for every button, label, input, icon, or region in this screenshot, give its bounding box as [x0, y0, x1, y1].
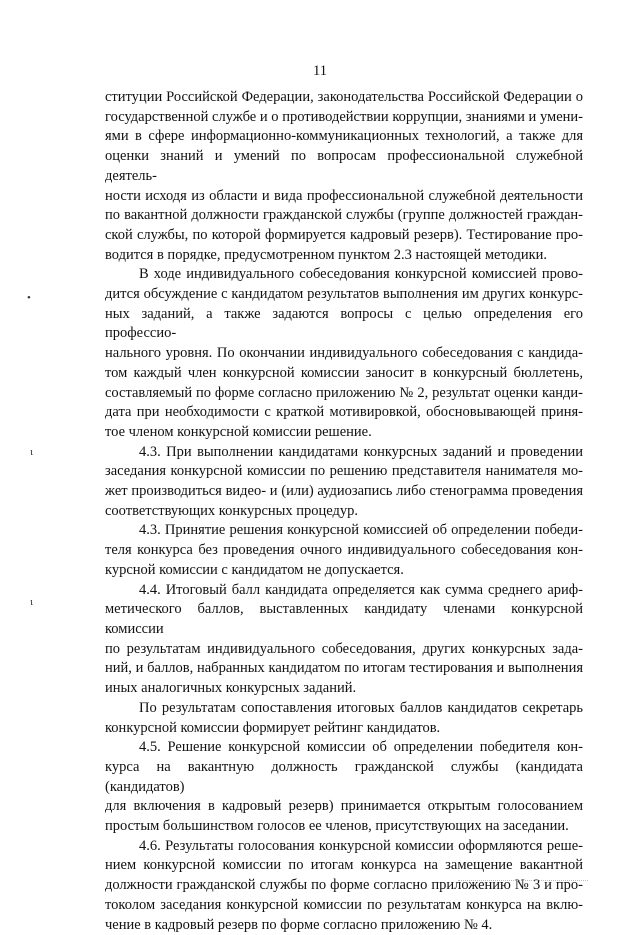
paragraph-line: токолом заседания конкурсной комиссии по результатам конкурса на вклю-: [105, 896, 583, 913]
paragraph-line: нального уровня. По окончании индивидуального собеседования с кандида-: [105, 345, 583, 362]
page-number: 11: [313, 63, 327, 79]
paragraph-line: государственной службе и о противодействии коррупции, знаниями и умени-: [105, 108, 583, 125]
paragraph-line: тое членом конкурсной комиссии решение.: [105, 423, 372, 440]
paragraph-line: дится обсуждение с кандидатом результатов выполнения им других конкурс-: [105, 286, 583, 303]
document-body: [105, 88, 583, 935]
paragraph-line: 4.3. Принятие решения конкурсной комиссией об определении победи-: [139, 522, 583, 539]
paragraph-line: ности исходя из области и вида профессиональной служебной деятельности: [105, 187, 583, 204]
paragraph-line: нием конкурсной комиссии по итогам конкурса на замещение вакантной: [105, 857, 583, 874]
paragraph-line: жет производиться видео- и (или) аудиозапись либо стенограмма проведения: [105, 483, 583, 500]
paragraph-line: составляемый по форме согласно приложению № 2, результат оценки канди-: [105, 384, 583, 401]
margin-mark: ι: [30, 596, 33, 608]
paragraph-line: заседания конкурсной комиссии по решению представителя нанимателя мо-: [105, 463, 583, 480]
paragraph-line: ституции Российской Федерации, законодательства Российской Федерации о: [105, 89, 583, 105]
paragraph-line: В ходе индивидуального собеседования конкурсной комиссией прово-: [139, 266, 583, 283]
paragraph-line: курсной комиссии с кандидатом не допускается.: [105, 561, 404, 578]
paragraph-line: чение в кадровый резерв по форме согласно приложению № 4.: [105, 916, 493, 933]
margin-mark: •: [27, 292, 31, 304]
paragraph-line: оценки знаний и умений по вопросам профессиональной служебной деятель-: [105, 148, 583, 184]
scan-artifact: [458, 880, 588, 882]
paragraph-line: ных заданий, а также задаются вопросы с целью определения его профессио-: [105, 305, 583, 342]
paragraph-line: водится в порядке, предусмотренном пунктом 2.3 настоящей методики.: [105, 246, 548, 263]
paragraph-line: метического баллов, выставленных кандидату членами конкурсной комиссии: [105, 601, 583, 637]
paragraph-line: ний, и баллов, набранных кандидатом по итогам тестирования и выполнения: [105, 660, 583, 677]
paragraph-line: простым большинством голосов ее членов, присутствующих на заседании.: [105, 818, 569, 835]
paragraph-line: 4.6. Результаты голосования конкурсной комиссии оформляются реше-: [139, 837, 583, 854]
paragraph-line: 4.3. При выполнении кандидатами конкурсных заданий и проведении: [139, 443, 583, 460]
paragraph-line: соответствующих конкурсных процедур.: [105, 502, 359, 519]
paragraph-line: должности гражданской службы по форме согласно приложению № 3 и про-: [105, 877, 583, 894]
paragraph-line: курса на вакантную должность гражданской службы (кандидата (кандидатов): [105, 758, 583, 795]
paragraph-line: ской службы, по которой формируется кадровый резерв). Тестирование про-: [105, 226, 583, 243]
paragraph-line: 4.5. Решение конкурсной комиссии об определении победителя кон-: [139, 739, 583, 756]
paragraph-line: по вакантной должности гражданской службы (группе должностей граждан-: [105, 207, 583, 224]
paragraph-line: теля конкурса без проведения очного индивидуального собеседования кон-: [105, 542, 583, 559]
paragraph-line: для включения в кадровый резерв) принимается открытым голосованием: [105, 798, 583, 815]
paragraph-line: 4.4. Итоговый балл кандидата определяется как сумма среднего ариф-: [139, 581, 583, 598]
paragraph-line: По результатам сопоставления итоговых баллов кандидатов секретарь: [139, 699, 583, 716]
paragraph-line: конкурсной комиссии формирует рейтинг кандидатов.: [105, 719, 441, 736]
paragraph-line: том каждый член конкурсной комиссии заносит в конкурсный бюллетень,: [105, 364, 583, 381]
paragraph-line: по результатам индивидуального собеседования, других конкурсных зада-: [105, 640, 583, 657]
paragraph-line: иных аналогичных конкурсных заданий.: [105, 680, 357, 697]
margin-mark: ι: [30, 446, 33, 458]
paragraph-line: ями в сфере информационно-коммуникационных технологий, а также для: [105, 128, 583, 145]
paragraph-line: дата при необходимости с краткой мотивировкой, обосновывающей приня-: [105, 404, 583, 421]
